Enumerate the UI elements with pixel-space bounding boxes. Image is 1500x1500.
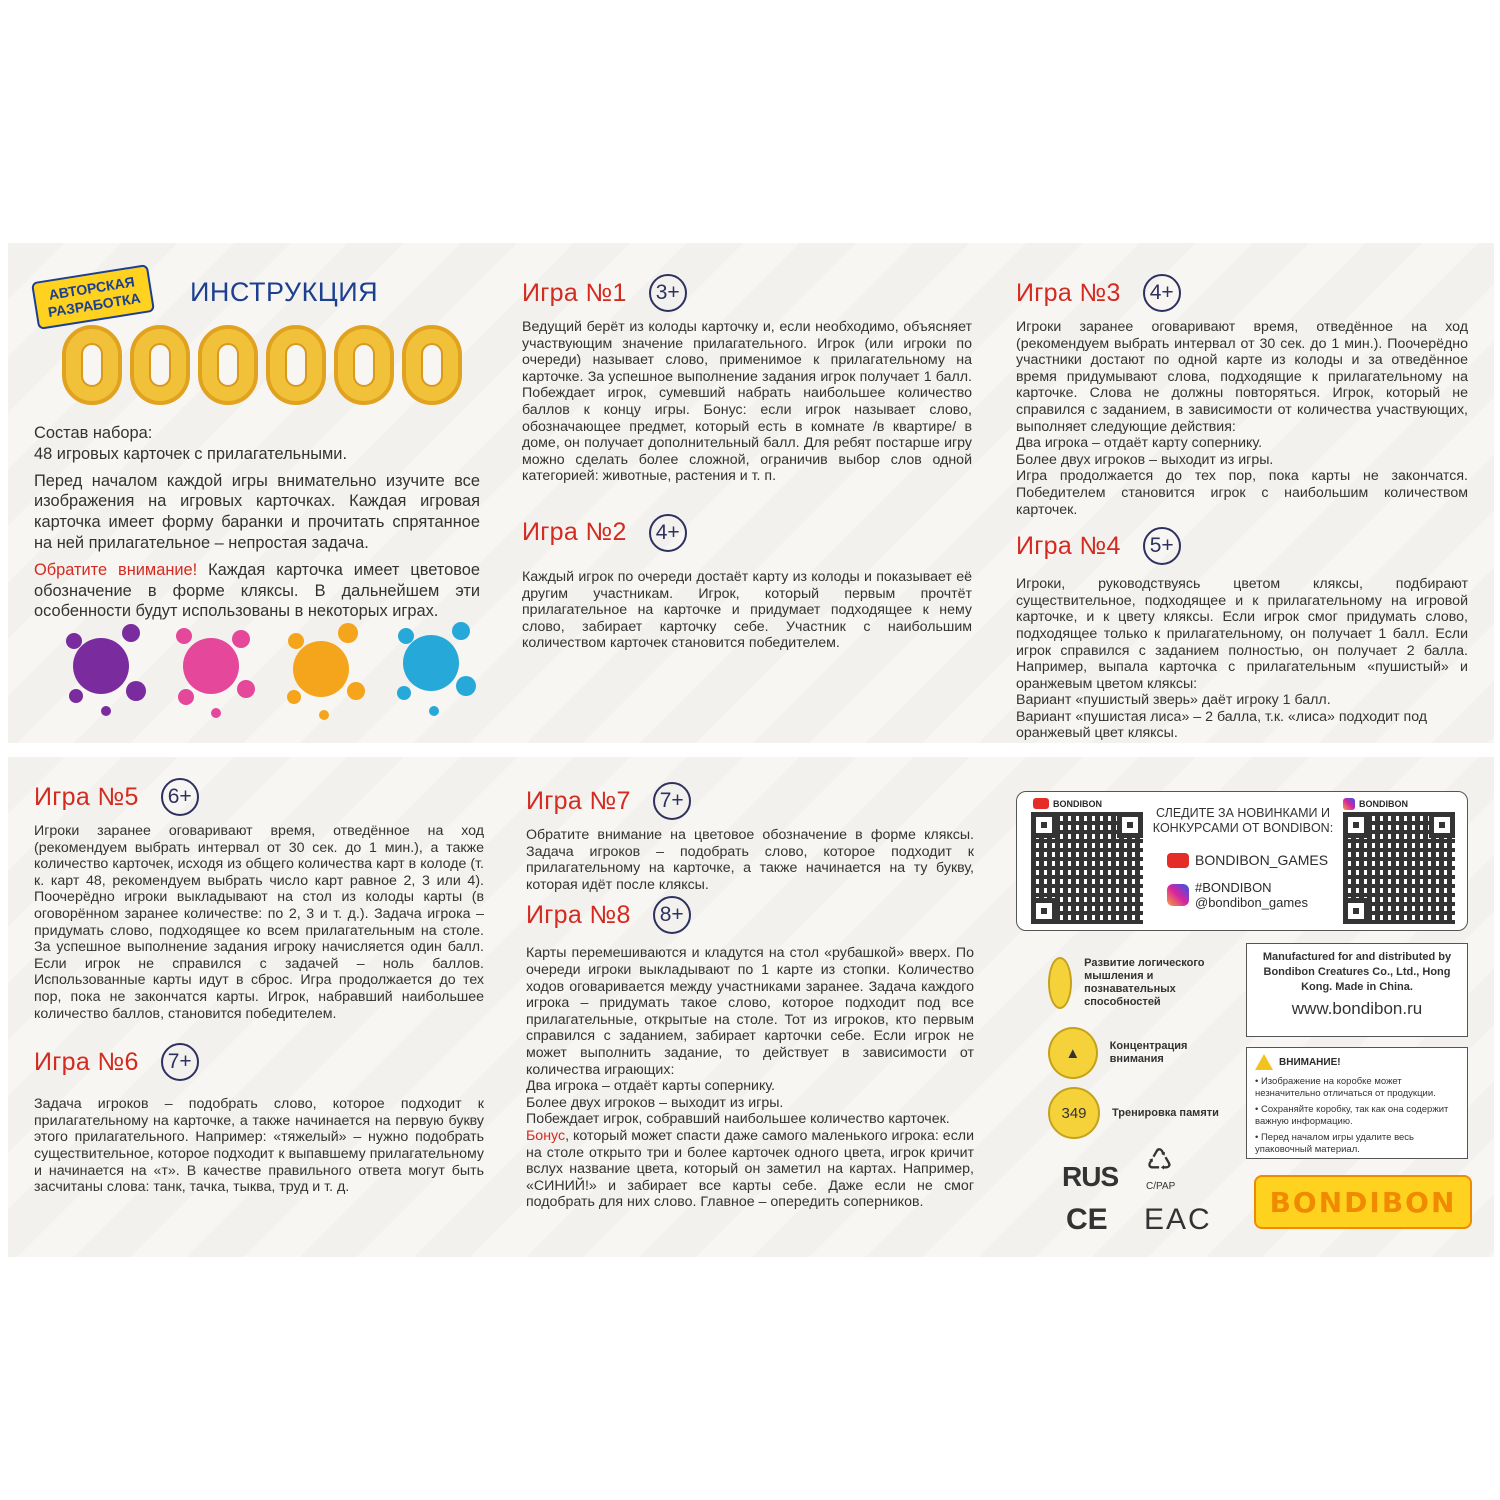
skill-attention bbox=[1048, 1027, 1238, 1079]
contents-text: 48 игровых карточек с прилагательными. bbox=[34, 444, 348, 463]
column-games-7-8 bbox=[526, 779, 974, 1211]
recycle-icon: ♺ bbox=[1146, 1144, 1173, 1177]
game-1-header bbox=[522, 271, 972, 315]
eac-mark: EAC bbox=[1144, 1203, 1212, 1236]
instagram-icon bbox=[1167, 884, 1189, 906]
instagram-handle[interactable]: @bondibon_games bbox=[1195, 895, 1308, 910]
game-4-line-2: Вариант «пушистая лиса» – 2 балла, т.к. «лиса» подходит под оранжевый цвет кляксы. bbox=[1016, 708, 1428, 742]
youtube-handle[interactable]: BONDIBON_GAMES bbox=[1195, 852, 1329, 868]
card-ring-3 bbox=[198, 325, 258, 405]
manufacturer-text: Manufactured for and distributed by Bondibon Creatures Co., Ltd., Hong Kong. Made in China. bbox=[1262, 951, 1452, 993]
warning-title: ВНИМАНИЕ! bbox=[1279, 1056, 1341, 1068]
card-ring-4 bbox=[266, 325, 326, 405]
warning-header bbox=[1255, 1054, 1459, 1070]
blot-pink bbox=[176, 628, 255, 718]
card-rings-illustration bbox=[62, 325, 462, 405]
qr-code-youtube[interactable] bbox=[1031, 812, 1143, 924]
intro-paragraph: Перед началом каждой игры внимательно изучите все изображения на игровых карточках. Каждая игровая карточка имеет форму баранки и прочитать спрятанное на ней прилагательное – непростая задача. bbox=[34, 471, 480, 552]
warning-item-3: • Перед началом игры удалите весь упаковочный материал. bbox=[1255, 1132, 1414, 1155]
game-4-age-badge: 5+ bbox=[1143, 527, 1181, 565]
game-8-line-2: Более двух игроков – выходит из игры. bbox=[526, 1094, 784, 1111]
website-link[interactable]: www.bondibon.ru bbox=[1291, 999, 1423, 1018]
game-4-text: Игроки, руководствуясь цветом кляксы, подбирают существительное, подходящее и к прилагательному на игровой карточке, и к цвету кляксы. Если игрок смог придумать слово, подходящее только к прилагательному, он получает 1 балл. Если игрок справился с заданием полностью, он получает 2 балла. Например, выпала карточка с прилагательным «пушистый» и оранжевым цветом кляксы: bbox=[1016, 576, 1468, 692]
game-5-text: Игроки заранее оговаривают время, отведённое на ход (рекомендуем выбрать интервал от 30 сек. до 1 мин.), а также количество карточек, исходя из общего количества карт в колоде (т. к. карт 48, рекомендуем выбрать число карт равное 2, 3 или 4). Поочерёдно игроки выкладывают на стол из колоды карты (в оговорённом заранее количестве: по 2, 3 и т. д.). Задача игрока – придумать слово, подходящее ко всем прилагательным на столе. За успешное выполнение задания игроку начисляется один балл. Если игрок не справился с задачей – ноль баллов. Использованные карты идут в сброс. Игра продолжается до тех пор, пока не закончатся карты. Игрок, набравший наибольшее количество баллов, становится победителем. bbox=[34, 823, 484, 1022]
warning-box bbox=[1246, 1047, 1468, 1159]
game-7-age-badge: 7+ bbox=[653, 782, 691, 820]
bonus-label: Бонус bbox=[526, 1127, 566, 1144]
contents-label: Состав набора: bbox=[34, 424, 153, 442]
notice-label: Обратите внимание! bbox=[34, 560, 198, 579]
warning-item-2: • Сохраняйте коробку, так как она содержит важную информацию. bbox=[1255, 1104, 1449, 1127]
column-games-5-6 bbox=[34, 775, 484, 1196]
youtube-logo-icon bbox=[1167, 853, 1189, 868]
game-6-header bbox=[34, 1040, 484, 1084]
warning-icon bbox=[1255, 1054, 1273, 1070]
instagram-small-icon bbox=[1343, 798, 1355, 810]
game-7-text: Обратите внимание на цветовое обозначение в форме кляксы. Задача игроков – подобрать слово, которое подходит к прилагательному на карточке, а также начинается на ту букву, которая идёт после кляксы. bbox=[526, 827, 974, 893]
card-ring-1 bbox=[62, 325, 122, 405]
instagram-brand bbox=[1343, 798, 1408, 810]
game-3-line-1: Два игрока – отдаёт карту сопернику. bbox=[1016, 435, 1263, 452]
game-4-title: Игра №4 bbox=[1016, 531, 1121, 560]
skill-logic bbox=[1048, 957, 1238, 1009]
skill-memory bbox=[1048, 1087, 1238, 1139]
game-5-title: Игра №5 bbox=[34, 782, 139, 811]
follow-text: СЛЕДИТЕ ЗА НОВИНКАМИ И КОНКУРСАМИ ОТ BONDIBON: bbox=[1152, 806, 1334, 835]
blot-purple bbox=[66, 624, 146, 716]
skill-memory-label: Тренировка памяти bbox=[1112, 1106, 1219, 1119]
instruction-sheet-bottom bbox=[8, 757, 1494, 1257]
youtube-brand-label: BONDIBON bbox=[1053, 798, 1102, 809]
recycle-code: C/PAP bbox=[1146, 1181, 1176, 1192]
game-3-tail: Игра продолжается до тех пор, пока карты не закончатся. Победителем становится игрок с наибольшим количеством карточек. bbox=[1016, 468, 1468, 518]
game-4-header bbox=[1016, 524, 1468, 568]
instruction-sheet-top bbox=[8, 243, 1494, 743]
skill-attention-label: Концентрация внимания bbox=[1109, 1040, 1188, 1065]
youtube-handle-row[interactable] bbox=[1167, 852, 1328, 868]
game-8-header bbox=[526, 893, 974, 937]
blot-orange bbox=[287, 623, 365, 720]
bondibon-logo-text: BONDIBON bbox=[1269, 1185, 1457, 1219]
game-1-age-badge: 3+ bbox=[649, 274, 687, 312]
instruction-title: ИНСТРУКЦИЯ bbox=[190, 277, 379, 307]
game-5-header bbox=[34, 775, 484, 819]
game-1-title: Игра №1 bbox=[522, 278, 627, 307]
social-box bbox=[1016, 791, 1468, 931]
shapes-icon: ▲ bbox=[1048, 1027, 1098, 1079]
card-ring-2 bbox=[130, 325, 190, 405]
warning-item-1: • Изображение на коробке может незначительно отличаться от продукции. bbox=[1255, 1076, 1436, 1099]
memory-icon: 349 bbox=[1048, 1087, 1100, 1139]
game-2-header bbox=[522, 511, 972, 555]
game-3-header bbox=[1016, 271, 1468, 315]
game-5-age-badge: 6+ bbox=[161, 778, 199, 816]
game-2-text: Каждый игрок по очереди достаёт карту из колоды и показывает её другим участникам. Игрок, который первым прочтёт прилагательное на карточке и придумает подходящее к нему слово, забирает карточку себе. Участник с наибольшим количеством карточек становится победителем. bbox=[522, 568, 972, 652]
card-ring-5 bbox=[334, 325, 394, 405]
qr-code-instagram[interactable] bbox=[1343, 812, 1455, 924]
intro-column bbox=[34, 423, 480, 622]
card-ring-6 bbox=[402, 325, 462, 405]
youtube-icon bbox=[1033, 798, 1049, 809]
game-3-text: Игроки заранее оговаривают время, отведённое на ход (рекомендуем выбрать интервал от 30 сек. до 1 мин.). Поочерёдно участники достают по одной карте из колоды и за отведённое время придумывают слова, подходящие к прилагательному на карточке. Слова не должны повторяться. Игрок, который не справился с заданием, в зависимости от количества участвующих, выполняет следующие действия: bbox=[1016, 319, 1468, 435]
hashtag: #BONDIBON bbox=[1195, 880, 1272, 895]
matryoshka-icon bbox=[1048, 957, 1072, 1009]
color-blots bbox=[56, 611, 486, 721]
game-8-age-badge: 8+ bbox=[653, 896, 691, 934]
author-badge: АВТОРСКАЯ РАЗРАБОТКА bbox=[31, 264, 155, 330]
skill-logic-label: Развитие логического мышления и познавательных способностей bbox=[1084, 957, 1205, 1008]
column-games-1-2 bbox=[522, 271, 972, 652]
game-1-text: Ведущий берёт из колоды карточку и, если необходимо, объясняет участвующим значение прилагательного. Игрок (или игроки по очереди) называет слово, применимое к прилагательному на карточке. За успешное выполнение задания игрок получает 1 балл. Побеждает игрок, сумевший набрать наибольшее количество баллов к концу игры. Бонус: если игрок называет слово, обозначающее предмет, который есть в комнате /в квартире/ в доме, он получает дополнительный балл. Для ребят постарше игру можно сделать более сложной, ограничив выбор слов одной категорией: животные, растения и т. п. bbox=[522, 319, 972, 485]
column-games-3-4 bbox=[1016, 271, 1468, 742]
game-8-title: Игра №8 bbox=[526, 900, 631, 929]
notice-text: Каждая карточка имеет цветовое обозначение в форме кляксы. В дальнейшем эти особенности будут использованы в некоторых играх. bbox=[34, 560, 480, 621]
game-6-text: Задача игроков – подобрать слово, которое подходит к прилагательному на карточке, а также начинается на первую букву этого прилагательного. Например: «тяжелый» – нужно подобрать существительное, которое подходит к выпавшему прилагательному и начинается на «т». В качестве правильного ответа могут быть засчитаны слова: танк, тачка, тыква, труд и т. д. bbox=[34, 1096, 484, 1196]
game-6-age-badge: 7+ bbox=[161, 1043, 199, 1081]
game-7-title: Игра №7 bbox=[526, 786, 631, 815]
game-7-header bbox=[526, 779, 974, 823]
manufacturer-box bbox=[1246, 943, 1468, 1037]
game-8-line-3: Побеждает игрок, собравший наибольшее количество карточек. bbox=[526, 1111, 950, 1128]
game-4-line-1: Вариант «пушистый зверь» даёт игроку 1 балл. bbox=[1016, 692, 1331, 709]
youtube-brand bbox=[1033, 798, 1102, 809]
blot-blue bbox=[397, 622, 476, 716]
instagram-brand-label: BONDIBON bbox=[1359, 799, 1408, 809]
game-2-age-badge: 4+ bbox=[649, 514, 687, 552]
game-3-age-badge: 4+ bbox=[1143, 274, 1181, 312]
bonus-text: , который может спасти даже самого маленького игрока: если на столе открыто три и более карточек одного цвета, игрок кричит вслух название цвета, который он заметил на картах. Например, «СИНИЙ!» и забирает все карты себе. Даже если не смог подобрать для них слово. Главное – опередить соперников. bbox=[526, 1127, 974, 1211]
game-8-bonus bbox=[526, 1128, 974, 1211]
bondibon-logo bbox=[1254, 1175, 1472, 1229]
game-3-title: Игра №3 bbox=[1016, 278, 1121, 307]
game-8-line-1: Два игрока – отдаёт карты сопернику. bbox=[526, 1078, 775, 1095]
ce-mark: CE bbox=[1066, 1203, 1108, 1236]
game-2-title: Игра №2 bbox=[522, 518, 627, 547]
game-3-line-2: Более двух игроков – выходит из игры. bbox=[1016, 451, 1274, 468]
rus-mark: RUS bbox=[1062, 1161, 1119, 1192]
game-8-text: Карты перемешиваются и кладутся на стол «рубашкой» вверх. По очереди игроки выкладывают по 1 карте из стопки. Количество ходов оговаривается между участниками заранее. Задача каждого игрока – придумать такое слово, которое подходит под все прилагательные, открытые на столе. Тот из игроков, кто первым справился с заданием, забирает карточки себе. Если игрок не может выполнить задание, то действует в зависимости от количества играющих: bbox=[526, 945, 974, 1078]
instagram-row[interactable] bbox=[1167, 880, 1308, 910]
game-6-title: Игра №6 bbox=[34, 1047, 139, 1076]
